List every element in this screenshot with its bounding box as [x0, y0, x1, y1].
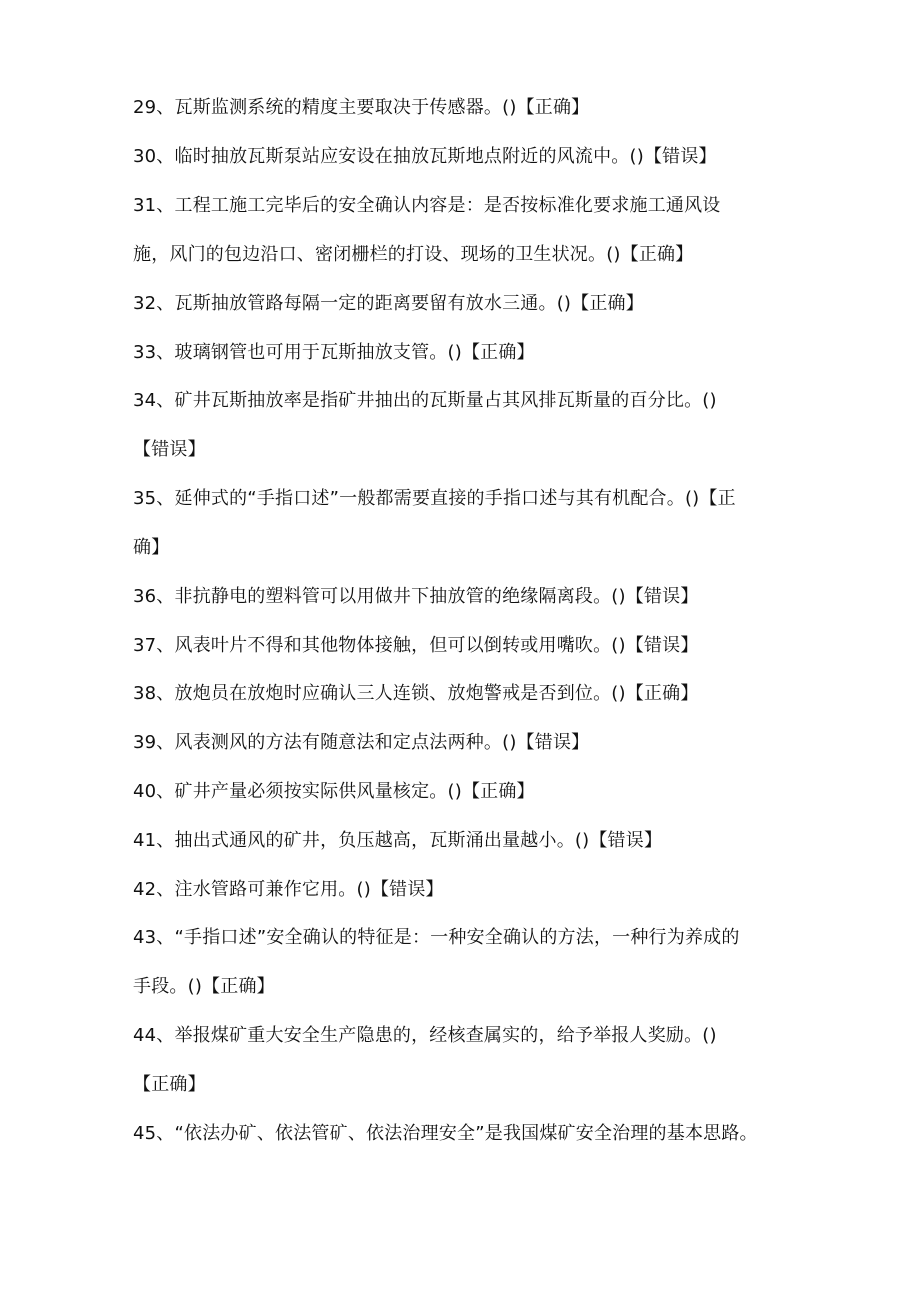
text-line-q31: 31、工程工施工完毕后的安全确认内容是：是否按标准化要求施工通风设 [133, 195, 721, 216]
text-line-q38: 38、放炮员在放炮时应确认三人连锁、放炮警戒是否到位。()【正确】 [133, 683, 699, 704]
text-line-q33: 33、玻璃钢管也可用于瓦斯抽放支管。()【正确】 [133, 342, 535, 363]
text-line-q42: 42、注水管路可兼作它用。()【错误】 [133, 879, 444, 900]
text-line-q44-cont: 【正确】 [133, 1074, 206, 1095]
text-line-q29: 29、瓦斯监测系统的精度主要取决于传感器。()【正确】 [133, 97, 590, 118]
text-line-q35-cont: 确】 [133, 537, 170, 558]
text-line-q44: 44、举报煤矿重大安全生产隐患的，经核查属实的，给予举报人奖励。() [133, 1025, 717, 1046]
text-line-q36: 36、非抗静电的塑料管可以用做井下抽放管的绝缘隔离段。()【错误】 [133, 586, 699, 607]
text-line-q34-cont: 【错误】 [133, 439, 206, 460]
text-line-q30: 30、临时抽放瓦斯泵站应安设在抽放瓦斯地点附近的风流中。()【错误】 [133, 146, 717, 167]
text-line-q35: 35、延伸式的“手指口述”一般都需要直接的手指口述与其有机配合。()【正 [133, 488, 736, 509]
text-line-q32: 32、瓦斯抽放管路每隔一定的距离要留有放水三通。()【正确】 [133, 293, 644, 314]
text-line-q43: 43、“手指口述”安全确认的特征是：一种安全确认的方法，一种行为养成的 [133, 927, 740, 948]
text-line-q41: 41、抽出式通风的矿井，负压越高，瓦斯涌出量越小。()【错误】 [133, 830, 663, 851]
text-line-q43-cont: 手段。()【正确】 [133, 976, 275, 997]
text-line-q34: 34、矿井瓦斯抽放率是指矿井抽出的瓦斯量占其风排瓦斯量的百分比。() [133, 390, 717, 411]
text-line-q31-cont: 施，风门的包边沿口、密闭栅栏的打设、现场的卫生状况。()【正确】 [133, 244, 694, 265]
text-line-q37: 37、风表叶片不得和其他物体接触，但可以倒转或用嘴吹。()【错误】 [133, 635, 699, 656]
text-line-q45: 45、“依法办矿、依法管矿、依法治理安全”是我国煤矿安全治理的基本思路。 [133, 1123, 758, 1144]
text-line-q40: 40、矿井产量必须按实际供风量核定。()【正确】 [133, 781, 535, 802]
text-line-q39: 39、风表测风的方法有随意法和定点法两种。()【错误】 [133, 732, 590, 753]
